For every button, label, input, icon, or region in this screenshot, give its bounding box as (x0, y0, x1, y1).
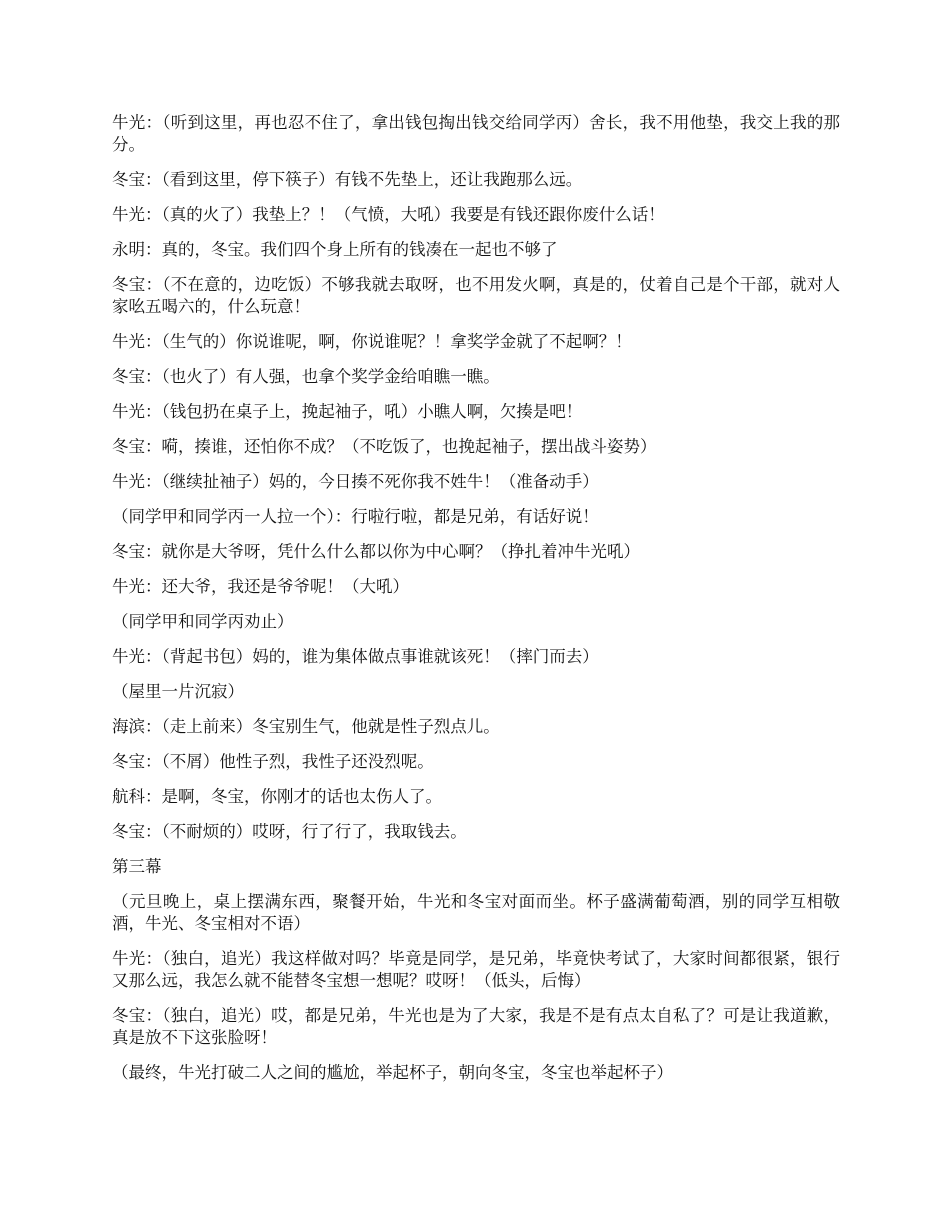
dialogue-line: 牛光：（钱包扔在桌子上，挽起袖子，吼）小瞧人啊，欠揍是吧！ (112, 402, 583, 421)
dialogue-line: 牛光：（真的火了）我垫上？！（气愤，大吼）我要是有钱还跟你废什么话！ (112, 205, 665, 224)
dialogue-line: 冬宝：（不在意的，边吃饭）不够我就去取呀，也不用发火啊，真是的，仗着自己是个干部，就对人家吆五喝六的，什么玩意！ (112, 275, 840, 316)
stage-direction: （最终，牛光打破二人之间的尴尬，举起杯子，朝向冬宝，冬宝也举起杯子） (112, 1063, 673, 1082)
act-heading: 第三幕 (112, 857, 162, 876)
dialogue-line: 冬宝：（看到这里，停下筷子）有钱不先垫上，还让我跑那么远。 (112, 170, 583, 189)
dialogue-line: 航科：是啊，冬宝，你刚才的话也太伤人了。 (112, 787, 442, 806)
dialogue-line: 冬宝：（不耐烦的）哎呀，行了行了，我取钱去。 (112, 822, 467, 841)
dialogue-line: 冬宝：就你是大爷呀，凭什么什么都以你为中心啊？（挣扎着冲牛光吼） (112, 542, 640, 561)
stage-direction: （元旦晚上，桌上摆满东西，聚餐开始，牛光和冬宝对面而坐。杯子盛满葡萄酒，别的同学互相敬酒，牛光、冬宝相对不语） (112, 892, 840, 933)
dialogue-line: 永明：真的，冬宝。我们四个身上所有的钱凑在一起也不够了 (112, 240, 558, 259)
dialogue-line: 冬宝：（独白，追光）哎，都是兄弟，牛光也是为了大家，我是不是有点太自私了？可是让我道歉，真是放不下这张脸呀！ (112, 1006, 840, 1047)
dialogue-line: 海滨：（走上前来）冬宝别生气，他就是性子烈点儿。 (112, 717, 500, 736)
stage-direction: （屋里一片沉寂） (112, 682, 244, 701)
dialogue-line: 冬宝：（也火了）有人强，也拿个奖学金给咱瞧一瞧。 (112, 367, 500, 386)
script-text-body (112, 112, 840, 1097)
dialogue-line: 牛光：（背起书包）妈的，谁为集体做点事谁就该死！（摔门而去） (112, 647, 599, 666)
stage-direction: （同学甲和同学丙一人拉一个）：行啦行啦，都是兄弟，有话好说！ (112, 507, 599, 526)
dialogue-line: 冬宝：嗬，揍谁，还怕你不成？（不吃饭了，也挽起袖子，摆出战斗姿势） (112, 437, 657, 456)
dialogue-line: 牛光：（独白，追光）我这样做对吗？毕竟是同学，是兄弟，毕竟快考试了，大家时间都很紧，银行又那么远，我怎么就不能替冬宝想一想呢？哎呀！（低头，后悔） (112, 949, 840, 990)
dialogue-line: 牛光：还大爷，我还是爷爷呢！（大吼） (112, 577, 409, 596)
dialogue-line: 牛光：（听到这里，再也忍不住了，拿出钱包掏出钱交给同学丙）舍长，我不用他垫，我交上我的那分。 (112, 113, 840, 154)
dialogue-line: 冬宝：（不屑）他性子烈，我性子还没烈呢。 (112, 752, 434, 771)
stage-direction: （同学甲和同学丙劝止） (112, 612, 294, 631)
dialogue-line: 牛光：（生气的）你说谁呢，啊，你说谁呢？！拿奖学金就了不起啊？！ (112, 332, 632, 351)
dialogue-line: 牛光：（继续扯袖子）妈的，今日揍不死你我不姓牛！（准备动手） (112, 472, 599, 491)
